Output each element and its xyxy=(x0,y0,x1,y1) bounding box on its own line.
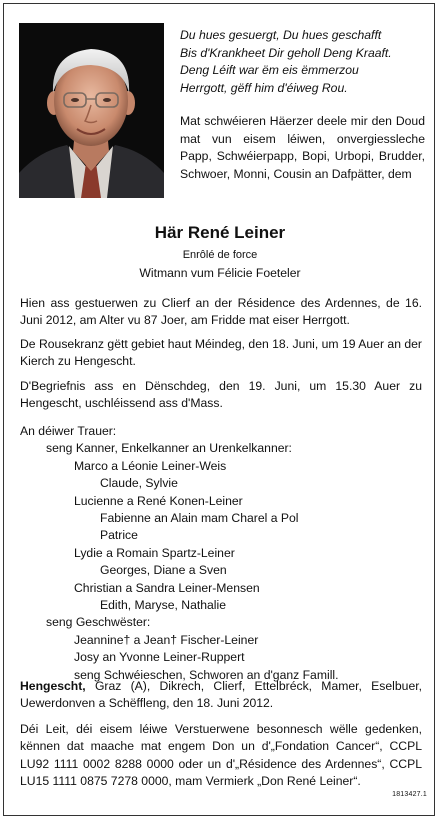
poem-line: Du hues gesuergt, Du hues geschafft xyxy=(180,28,382,42)
mourner-line: Patrice xyxy=(100,528,138,543)
death-paragraph: Hien ass gestuerwen zu Clierf an der Résidence des Ardennes, de 16. Juni 2012, am Alter vu 87 Joer, am Fridde mat eiser Herrgott. xyxy=(20,296,422,328)
mourner-line: Marco a Léonie Leiner-Weis xyxy=(74,458,227,473)
mourner-line: Lydie a Romain Spartz-Leiner xyxy=(74,545,235,560)
place-highlight: Hengescht, xyxy=(20,679,86,693)
subtitle-widower: Witmann vum Félicie Foeteler xyxy=(139,266,301,280)
mourner-line: Claude, Sylvie xyxy=(100,476,178,491)
mourner-line: Fabienne an Alain mam Charel a Pol xyxy=(100,511,299,526)
children-heading: seng Kanner, Enkelkanner an Urenkelkanner: xyxy=(46,441,292,456)
poem-line: Bis d'Krankheet Dir geholl Deng Kraaft. xyxy=(180,45,392,60)
portrait-illustration xyxy=(19,23,164,198)
mourner-line: Georges, Diane a Sven xyxy=(100,563,227,578)
portrait-photo xyxy=(19,23,164,198)
mourners-header: An déiwer Trauer: xyxy=(20,424,117,438)
rosary-paragraph: De Rousekranz gëtt gebiet haut Méindeg, den 18. Juni, um 19 Auer an der Kierch zu Hengescht. xyxy=(20,337,422,369)
donation-paragraph: Déi Leit, déi eisem léiwe Verstuerwene besonnesch wëlle gedenken, kënnen dat maache mat engem Don un d'„Fondation Cancer“, CCPL LU92 1111 0002 8288 0000 oder un d'„Résidence des Ardennes“, CCPL LU15 1111 0875 7278 0000, mam Vermierk „Don René Leiner“. xyxy=(20,722,422,789)
mourner-line: Jeannine† a Jean† Fischer-Leiner xyxy=(74,632,259,647)
places-paragraph xyxy=(20,678,422,713)
mourner-line: Lucienne a René Konen-Leiner xyxy=(74,493,243,508)
reference-number: 1813427.1 xyxy=(392,791,427,798)
poem-line: Deng Léift war ëm eis ëmmerzou xyxy=(180,63,359,77)
subtitle-enrole: Enrôlé de force xyxy=(182,249,258,261)
mourners-list xyxy=(20,423,420,684)
poem-line: Herrgott, gëff him d'éiweg Rou. xyxy=(180,80,348,95)
deceased-name: Här René Leiner xyxy=(154,223,286,242)
poem xyxy=(180,27,425,97)
places-list: Graz (A), Dikrech, Clierf, Ettelbréck, Mamer, Eselbuer, Uewerdonven a Schëffleng, den 18. Juni 2012. xyxy=(20,679,422,711)
intro-text: Mat schwéieren Häerzer deele mir den Doud mat vun eisem léiwen, onvergiessleche Papp, Schwéierpapp, Bopi, Urbopi, Brudder, Schwoer, Monni, Cousin an Dafpätter, dem xyxy=(180,114,425,181)
mourner-line: Christian a Sandra Leiner-Mensen xyxy=(74,580,260,595)
siblings-heading: seng Geschwëster: xyxy=(46,615,151,630)
mourner-line: seng Schwéieschen, Schworen an d'ganz Famill. xyxy=(74,667,339,682)
funeral-paragraph: D'Begriefnis ass en Dënschdeg, den 19. Juni, um 15.30 Auer zu Hengescht, uschléissend ass d'Mass. xyxy=(20,379,422,411)
mourner-line: Edith, Maryse, Nathalie xyxy=(100,598,226,613)
mourner-line: Josy an Yvonne Leiner-Ruppert xyxy=(74,650,245,665)
